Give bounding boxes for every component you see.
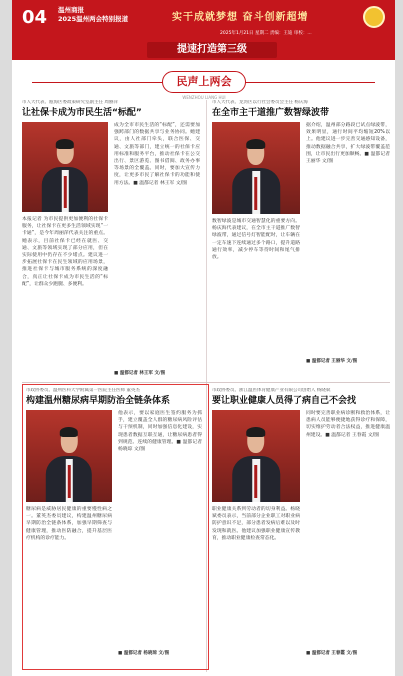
- article-headline: 要让职业健康人员得了病自己不会找: [212, 396, 357, 406]
- article-kicker: 市政协委员、浙江温医体育健康产业有限公司创始人 杨晓斌: [212, 388, 331, 393]
- newspaper-page: [12, 0, 395, 676]
- portrait-photo: [212, 122, 300, 214]
- article-body-left: 糖尿病是威胁居民健康的重要慢性病之一。董英杰委员建议，构建温州糖尿病早期防治全链条体系，加强早期筛查与健康管理，推动医防融合，提升基层医疗机构的诊疗能力。: [26, 507, 112, 541]
- article-headline: 让社保卡成为市民生活“标配”: [22, 108, 142, 118]
- article-body-left: 数智绿波是城市交通智慧化的重要方向。杨庆海代表建议，在全市主干道推广数智绿波带，通过信号灯智能配时，让车辆在一定车速下连续通过多个路口，提升道路通行效率，减少停车等待时间和尾气排放。: [212, 219, 300, 261]
- article-body-right: 他表示，要以家庭医生签约服务为抓手，建立覆盖全人群的糖尿病风险评估与干预机制，同时加强信息化建设，实现患者数据互联互通，让糖尿病患者得到规范、连续的健康管理。■ 温都记者 杨晓琼 文/图: [118, 411, 202, 453]
- article-byline: ■ 温都记者 王丽华 文/图: [306, 359, 358, 364]
- article-headline: 构建温州糖尿病早期防治全链条体系: [26, 396, 171, 406]
- article-byline: ■ 温都记者 杨晓琼 文/图: [118, 651, 170, 656]
- article-body-right: 同时要完善职业病诊断和救治体系，让患病人员能够便捷地获得诊疗和保障，切实维护劳动者合法权益，推进健康温州建设。■ 温都记者 王春霞 文/图: [306, 411, 390, 438]
- article-kicker: 市人大代表、龙湾区以行社会委员会主任 杨庆海: [212, 100, 308, 105]
- article-body-right: 据介绍，温州部分路段已试点绿波带，效果明显，通行时间平均缩短20%以上。他建议进一步完善交通感知设备，推动数据融合共享，扩大绿波带覆盖范围，让市民出行更加顺畅。■ 温都记者 王丽华 文/图: [306, 123, 390, 165]
- portrait-photo: [212, 410, 300, 502]
- header-slogan: 实干成就梦想 奋斗创新超增: [172, 12, 309, 23]
- person-icon: [232, 140, 280, 214]
- person-icon: [42, 140, 88, 212]
- article-kicker: 市政协委员、温州医科大学附属第一医院主任医师 董英杰: [26, 388, 140, 393]
- page-number: 04: [22, 7, 48, 28]
- brand-name: 温州商报: [58, 6, 84, 14]
- article-headline: 在全市主干道推广数智绿波带: [212, 108, 330, 118]
- article-card[interactable]: [26, 388, 206, 666]
- article-card[interactable]: [212, 388, 390, 666]
- section-banner: [12, 62, 395, 100]
- article-body-right: 成为全市市民生活的“标配”，还需要加强跨部门的数据共享与业务协同。她建议，由人社部门牵头，联合医保、交通、文旅等部门，建立统一的社保卡应用标准和服务平台，推动社保卡在公交出行、景区游览、图书借阅、政务办事等场景的全覆盖。同时，要加大宣传力度，让更多市民了解社保卡的功能和使用方法。■ 温都记者 林王军 文/图: [114, 123, 200, 186]
- banner-subtitle: WENZHOU LIANG HUI: [182, 95, 226, 100]
- row-divider: [22, 382, 390, 383]
- article-card[interactable]: [212, 100, 390, 380]
- article-byline: ■ 温都记者 林王军 文/图: [114, 371, 166, 376]
- section-title: 提速打造第三级: [147, 42, 277, 58]
- brand-subtitle: 2025温州两会特别报道: [58, 15, 129, 23]
- brand-block: [58, 6, 128, 24]
- person-icon: [232, 428, 280, 502]
- article-body-left: 职业健康关系到劳动者的切身利益。杨晓斌委员表示，当前部分企业职工对职业病防护意识不足，部分患者发病后难以及时发现和就医。他建议加强职业健康宣传教育，推动职业健康检查常态化。: [212, 507, 300, 541]
- portrait-photo: [26, 410, 112, 502]
- banner-title: 民声上两会: [162, 71, 246, 93]
- article-byline: ■ 温都记者 王春霞 文/图: [306, 651, 358, 656]
- emblem-icon: [363, 6, 385, 28]
- person-icon: [46, 428, 92, 502]
- portrait-photo: [22, 122, 108, 212]
- article-body-left: 本报记者 为市民提供更加便利的社保卡服务，让社保卡在更多生活领域实现“一卡通”，是今年周丽萍代表关注的重点。她表示，目前社保卡已经在就医、交通、文旅等领域实现了部分应用，但在实际使用中仍存在不少堵点。建议进一步拓展社保卡在民生领域的应用场景，推进社保卡与城市服务系统的深度融合，真正让社保卡成为市民生活的“标配”，让群众少跑腿、多便利。: [22, 217, 108, 287]
- article-card[interactable]: [22, 100, 200, 380]
- article-kicker: 市人大代表、瓯海区委政策研究室副主任 周丽萍: [22, 100, 118, 105]
- header-meta: 2025年1月21日 星期二 责编：王迪 审校：...: [220, 31, 312, 36]
- page-header: [12, 0, 395, 60]
